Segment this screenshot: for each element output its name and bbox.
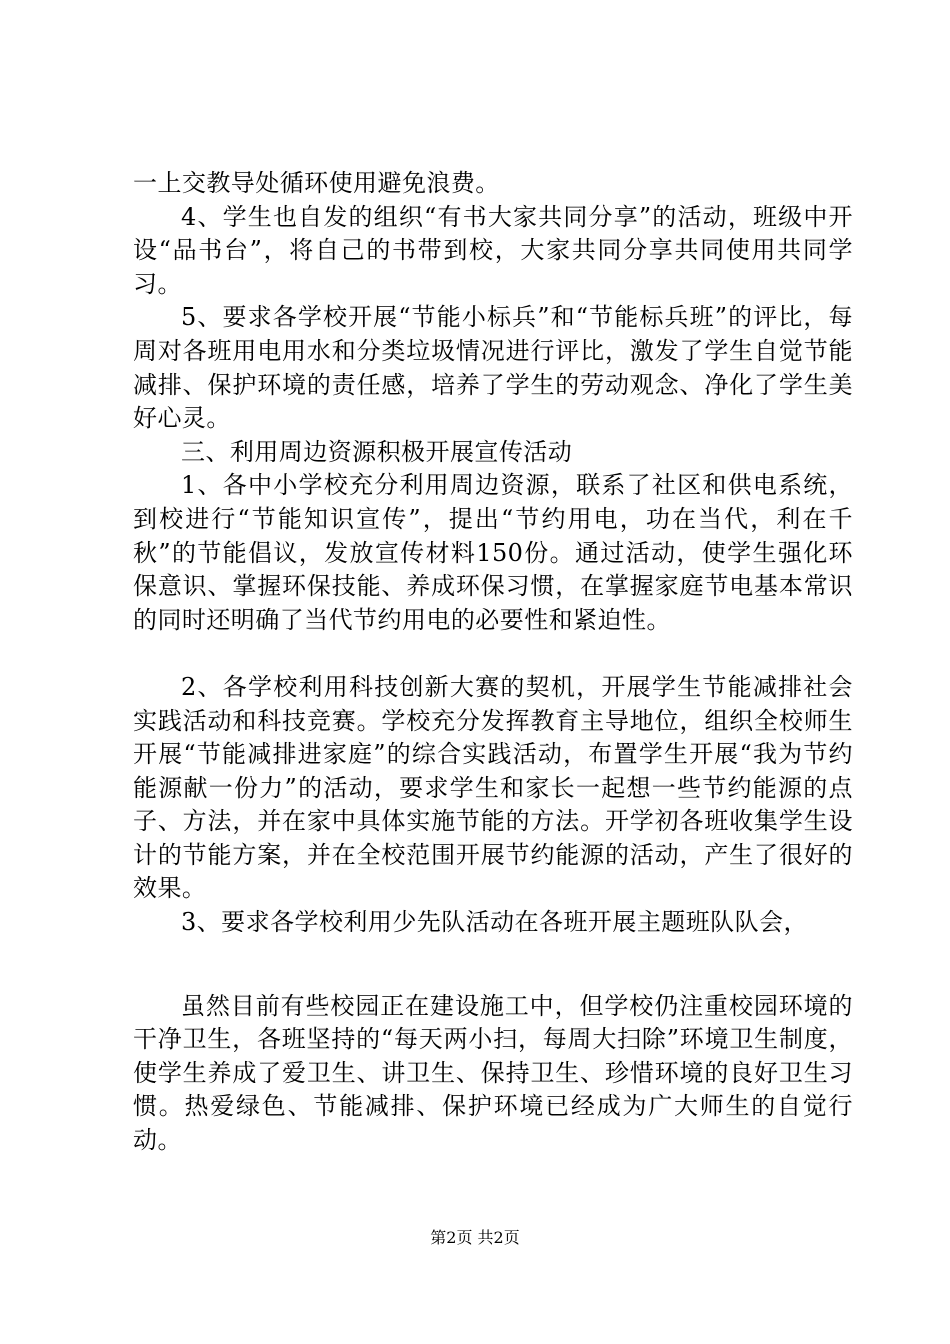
paragraph-continuation: 一上交教导处循环使用避免浪费。 bbox=[133, 169, 500, 197]
paragraph-section3-item-3: 3、要求各学校利用少先队活动在各班开展主题班队队会， bbox=[181, 908, 808, 937]
paragraph-section3-item-1: 1、各中小学校充分利用周边资源，联系了社区和供电系统，到校进行“节能知识宣传”，提出“节约用电，功在当代，利在千秋”的节能倡议，发放宣传材料150份。通过活动，使学生强化环保意识、掌握环保技能、养成环保习惯，在掌握家庭节电基本常识的同时还明确了当代节约用电的必要性和紧迫性。 bbox=[133, 471, 853, 634]
paragraph-closing: 虽然目前有些校园正在建设施工中，但学校仍注重校园环境的干净卫生，各班坚持的“每天两小扫，每周大扫除”环境卫生制度，使学生养成了爱卫生、讲卫生、保持卫生、珍惜环境的良好卫生习惯。热爱绿色、节能减排、保护环境已经成为广大师生的自觉行动。 bbox=[133, 991, 853, 1155]
paragraph-item-5: 5、要求各学校开展“节能小标兵”和“节能标兵班”的评比，每周对各班用电用水和分类垃圾情况进行评比，激发了学生自觉节能减排、保护环境的责任感，培养了学生的劳动观念、净化了学生美好心灵。 bbox=[133, 303, 853, 433]
page-footer: 第2页 共2页 bbox=[430, 1228, 520, 1247]
paragraph-gap bbox=[133, 637, 853, 671]
paragraph-item-4: 4、学生也自发的组织“有书大家共同分享”的活动，班级中开设“品书台”，将自己的书带到校，大家共同分享共同使用共同学习。 bbox=[133, 202, 853, 298]
document-body bbox=[133, 167, 853, 1158]
paragraph-section3-item-2: 2、各学校利用科技创新大赛的契机，开展学生节能减排社会实践活动和科技竞赛。学校充分发挥教育主导地位，组织全校师生开展“节能减排进家庭”的综合实践活动，布置学生开展“我为节约能源献一份力”的活动，要求学生和家长一起想一些节约能源的点子、方法，并在家中具体实施节能的方法。开学初各班收集学生设计的节能方案，并在全校范围开展节约能源的活动，产生了很好的效果。 bbox=[133, 672, 853, 903]
section-heading-3: 三、利用周边资源积极开展宣传活动 bbox=[181, 437, 573, 466]
paragraph-gap bbox=[133, 940, 853, 990]
